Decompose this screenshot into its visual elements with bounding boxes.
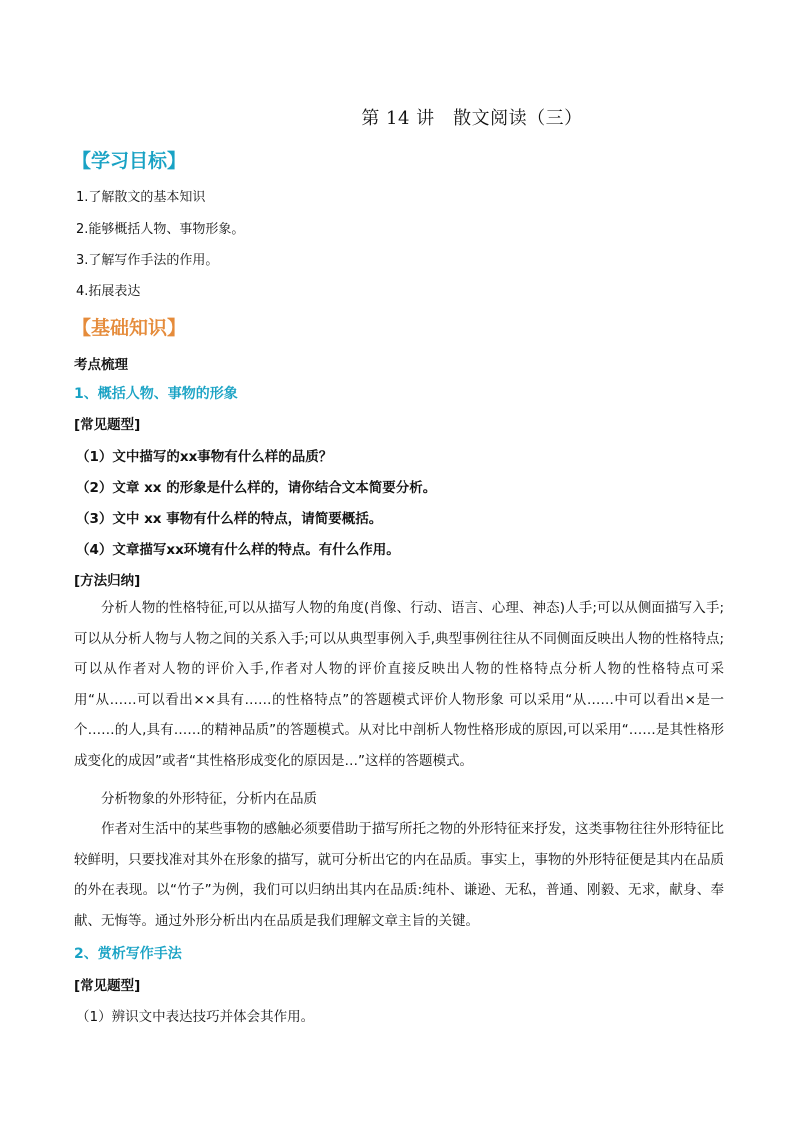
method-paragraph: 作者对生活中的某些事物的感触必须要借助于描写所托之物的外形特征来抒发，这类事物往往外形特征比较鲜明，只要找准对其外在形象的描写，就可分析出它的内在品质。事实上，事物的外形特征便是其内在品质的外在表现。以“竹子”为例，我们可以归纳出其内在品质:纯朴、谦逊、无私，普通、刚毅、无求，献身、奉献、无悔等。通过外形分析出内在品质是我们理解文章主旨的关键。 (74, 821, 724, 929)
common-types-label: [常见题型] (74, 978, 141, 994)
question-item: （1）辨识文中表达技巧并体会其作用。 (76, 1009, 315, 1025)
learning-goals-heading: 【学习目标】 (72, 150, 187, 172)
goal-item: 2.能够概括人物、事物形象。 (76, 222, 245, 237)
question-item: （3）文中 xx 事物有什么样的特点，请简要概括。 (76, 511, 383, 527)
method-paragraph: 分析人物的性格特征,可以从描写人物的角度(肖像、行动、语言、心理、神态)人手;可以从侧面描写入手;可以从分析人物与人物之间的关系入手;可以从典型事例入手,典型事例往往从不同侧面反映出人物的性格特点;可以从作者对人物的评价入手,作者对人物的评价直接反映出人物的性格特点分析人物的性格特点可采用“从……可以看出××具有……的性格特点”的答题模式评价人物形象 可以采用“从……中可以看出×是一个……的人,具有……的精神品质”的答题模式。从对比中剖析人物性格形成的原因,可以采用“……是其性格形成变化的成因”或者“其性格形成变化的原因是…”这样的答题模式。 (74, 600, 724, 769)
goal-item: 3.了解写作手法的作用。 (76, 253, 219, 268)
goal-item: 1.了解散文的基本知识 (76, 190, 206, 205)
topic-heading: 2、赏析写作手法 (74, 946, 182, 962)
basics-heading: 【基础知识】 (72, 317, 187, 339)
method-label: [方法归纳] (74, 573, 141, 589)
method-line: 分析物象的外形特征，分析内在品质 (101, 791, 317, 807)
outline-label: 考点梳理 (74, 357, 128, 373)
topic-heading: 1、概括人物、事物的形象 (74, 386, 238, 402)
question-item: （4）文章描写xx环境有什么样的特点。有什么作用。 (76, 542, 400, 558)
question-item: （1）文中描写的xx事物有什么样的品质？ (76, 449, 333, 465)
lesson-title: 第 14 讲 散文阅读（三） (361, 108, 583, 129)
goal-item: 4.拓展表达 (76, 284, 141, 299)
common-types-label: [常见题型] (74, 417, 141, 433)
question-item: （2）文章 xx 的形象是什么样的，请你结合文本简要分析。 (76, 480, 437, 496)
